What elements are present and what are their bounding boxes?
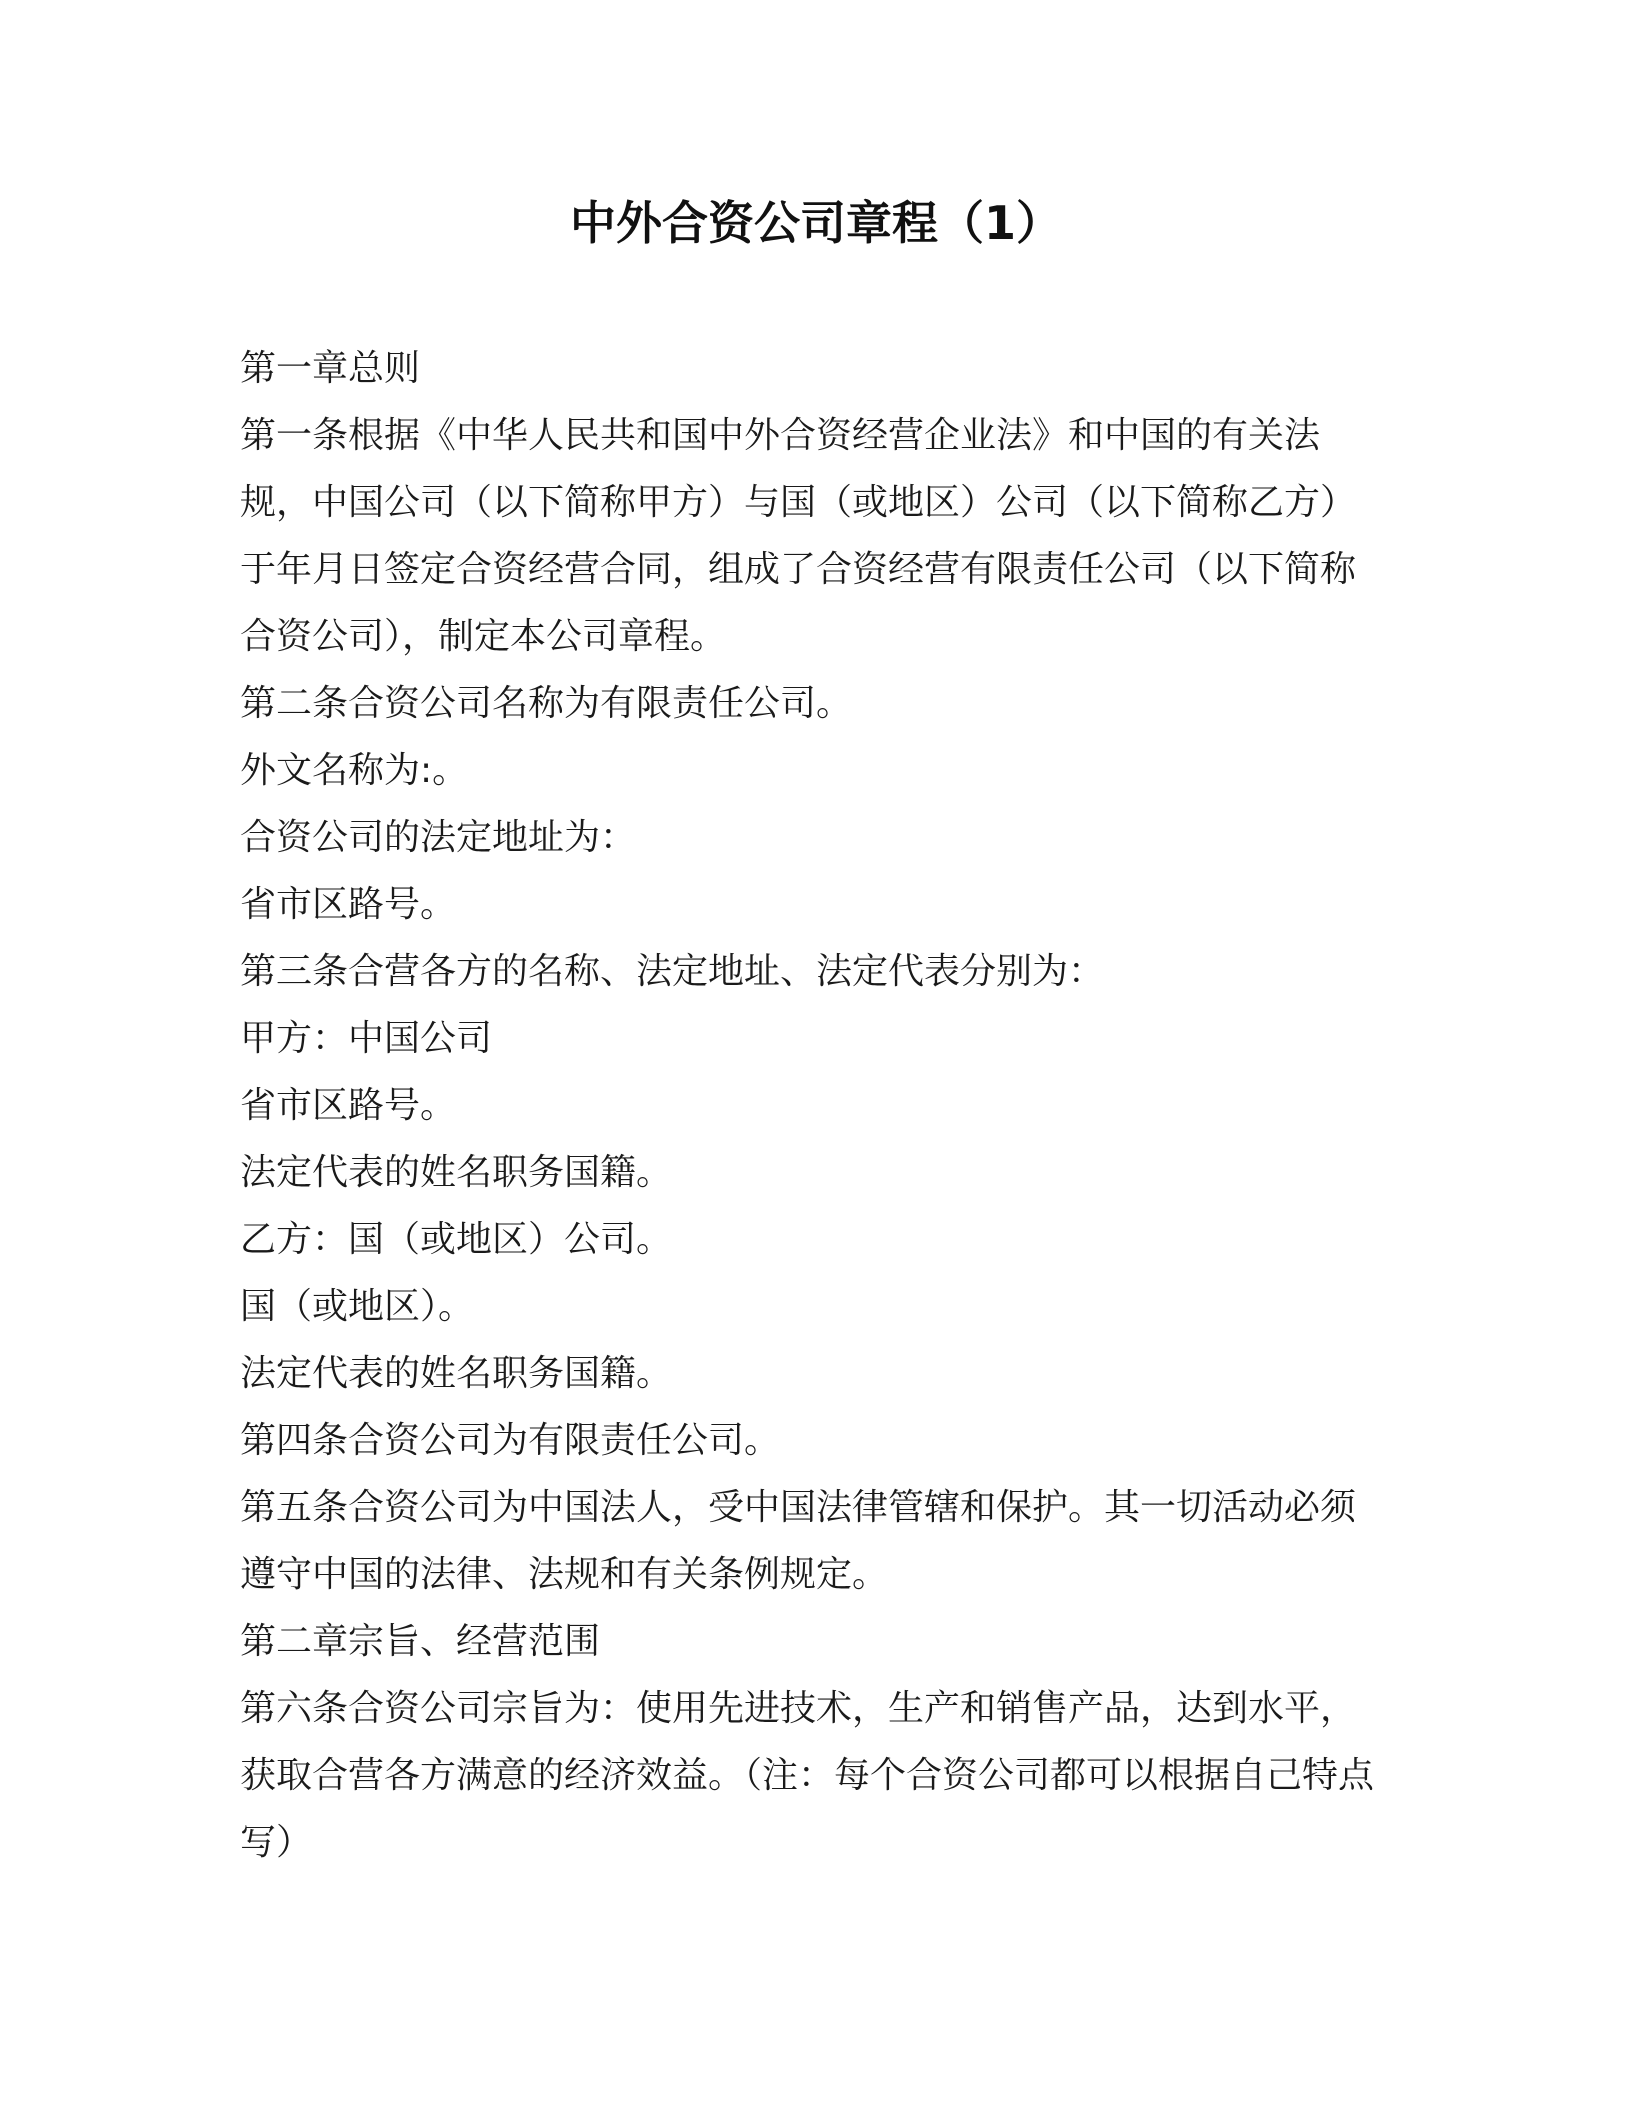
document-title: 中外合资公司章程（1） — [569, 196, 1062, 250]
text-line: 乙方：国（或地区）公司。 — [240, 1219, 673, 1260]
text-line: 法定代表的姓名职务国籍。 — [240, 1353, 673, 1394]
text-line: 法定代表的姓名职务国籍。 — [240, 1152, 673, 1193]
article-paragraph: 第三条合营各方的名称、法定地址、法定代表分别为： — [240, 951, 1105, 992]
text-line: 合资公司的法定地址为： — [240, 817, 637, 858]
text-line: 甲方：中国公司 — [240, 1018, 493, 1059]
text-line: 省市区路号。 — [240, 884, 457, 925]
document-body — [240, 335, 1390, 1876]
chapter-heading: 第一章总则 — [240, 348, 421, 389]
article-paragraph: 第四条合资公司为有限责任公司。 — [240, 1420, 781, 1461]
text-line: 省市区路号。 — [240, 1085, 457, 1126]
article-paragraph: 第五条合资公司为中国法人，受中国法律管辖和保护。其一切活动必须遵守中国的法律、法规和有关条例规定。 — [240, 1487, 1357, 1595]
article-paragraph: 第六条合资公司宗旨为：使用先进技术，生产和销售产品，达到水平，获取合营各方满意的经济效益。（注：每个合资公司都可以根据自己特点写） — [240, 1688, 1375, 1863]
article-paragraph: 第二条合资公司名称为有限责任公司。 — [240, 683, 853, 724]
article-paragraph: 第一条根据《中华人民共和国中外合资经营企业法》和中国的有关法规，中国公司（以下简称甲方）与国（或地区）公司（以下简称乙方）于年月日签定合资经营合同，组成了合资经营有限责任公司（以下简称合资公司），制定本公司章程。 — [240, 415, 1357, 657]
chapter-heading: 第二章宗旨、经营范围 — [240, 1621, 601, 1662]
text-line: 国（或地区）。 — [240, 1286, 475, 1327]
text-line: 外文名称为:。 — [240, 750, 469, 791]
